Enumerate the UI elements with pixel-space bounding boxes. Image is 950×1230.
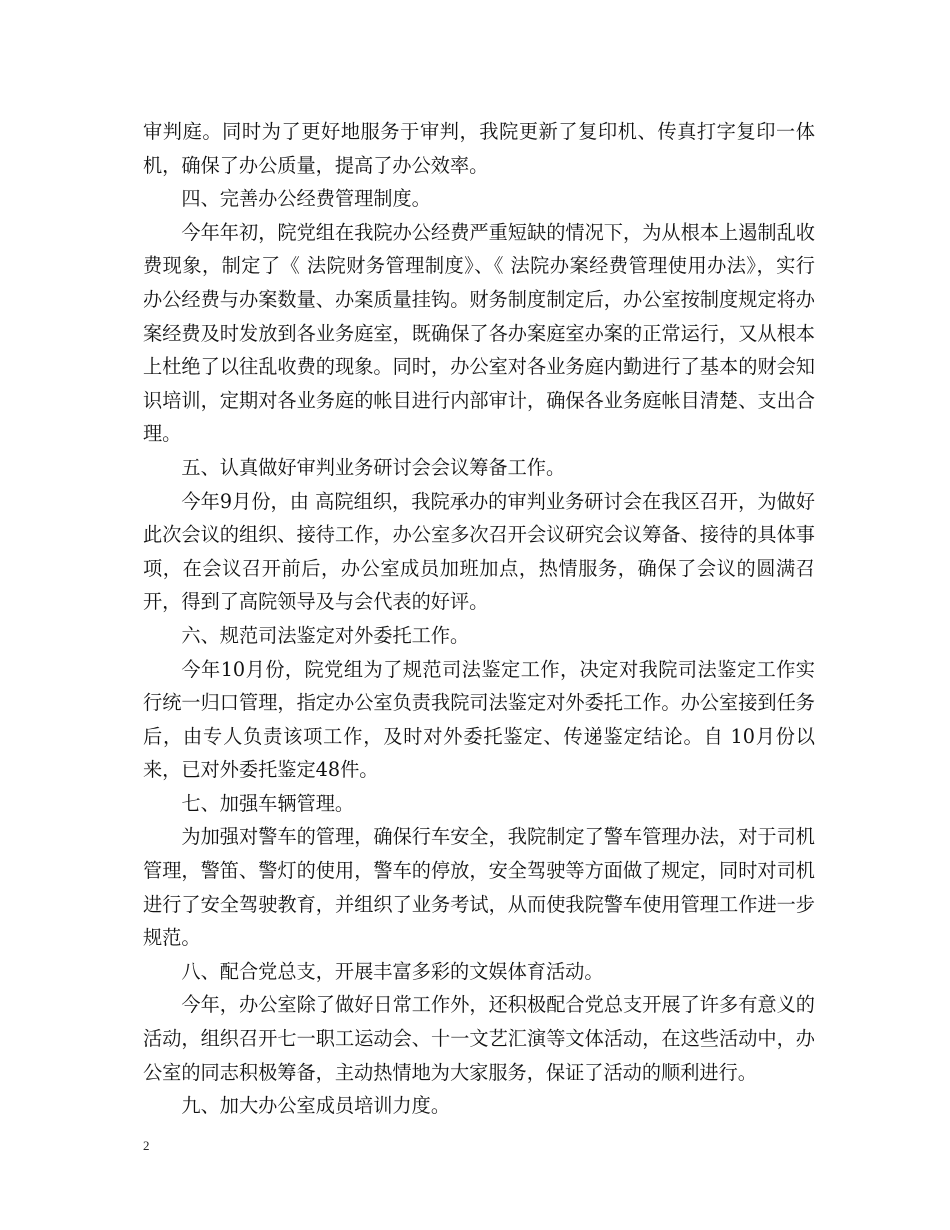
section-heading-5: 五、认真做好审判业务研讨会会议筹备工作。 [181,455,566,479]
paragraph-vehicles: 为加强对警车的管理，确保行车安全，我院制定了警车管理办法，对于司机管理，警笛、警灯的使用，警车的停放，安全驾驶等方面做了规定，同时对司机进行了安全驾驶教育，并组织了业务考试，从而使我院警车使用管理工作进一步规范。 [143,825,815,950]
section-heading-4: 四、完善办公经费管理制度。 [181,187,431,211]
paragraph-activities: 今年，办公室除了做好日常工作外，还积极配合党总支开展了许多有意义的活动，组织召开七一职工运动会、十一文艺汇演等文体活动，在这些活动中，办公室的同志积极筹备，主动热情地为大家服务，保证了活动的顺利进行。 [143,993,815,1084]
document-body [143,115,815,1123]
section-heading-7: 七、加强车辆管理。 [181,791,355,815]
section-heading-9: 九、加大办公室成员培训力度。 [181,1094,451,1118]
paragraph-continuation: 审判庭。同时为了更好地服务于审判，我院更新了复印机、传真打字复印一体机，确保了办公质量，提高了办公效率。 [143,120,815,177]
section-heading-6: 六、规范司法鉴定对外委托工作。 [181,623,470,647]
page-number: 2 [143,1138,150,1153]
paragraph-seminar: 今年9月份，由 高院组织，我院承办的审判业务研讨会在我区召开，为做好此次会议的组织、接待工作，办公室多次召开会议研究会议筹备、接待的具体事项，在会议召开前后，办公室成员加班加点，热情服务，确保了会议的圆满召开，得到了高院领导及与会代表的好评。 [143,489,815,614]
section-heading-8: 八、配合党总支，开展丰富多彩的文娱体育活动。 [181,959,604,983]
paragraph-finance: 今年年初，院党组在我院办公经费严重短缺的情况下，为从根本上遏制乱收费现象，制定了《 法院财务管理制度》、《 法院办案经费管理使用办法》，实行办公经费与办案数量、办案质量挂钩。财务制度制定后，办公室按制度规定将办案经费及时发放到各业务庭室，既确保了各办案庭室办案的正常运行，又从根本上杜绝了以往乱收费的现象。同时，办公室对各业务庭内勤进行了基本的财会知识培训，定期对各业务庭的帐目进行内部审计，确保各业务庭帐目清楚、支出合理。 [143,220,815,446]
paragraph-forensic: 今年10月份，院党组为了规范司法鉴定工作，决定对我院司法鉴定工作实行统一归口管理，指定办公室负责我院司法鉴定对外委托工作。办公室接到任务后，由专人负责该项工作，及时对外委托鉴定、传递鉴定结论。自 10月份以来，已对外委托鉴定48件。 [143,657,815,782]
